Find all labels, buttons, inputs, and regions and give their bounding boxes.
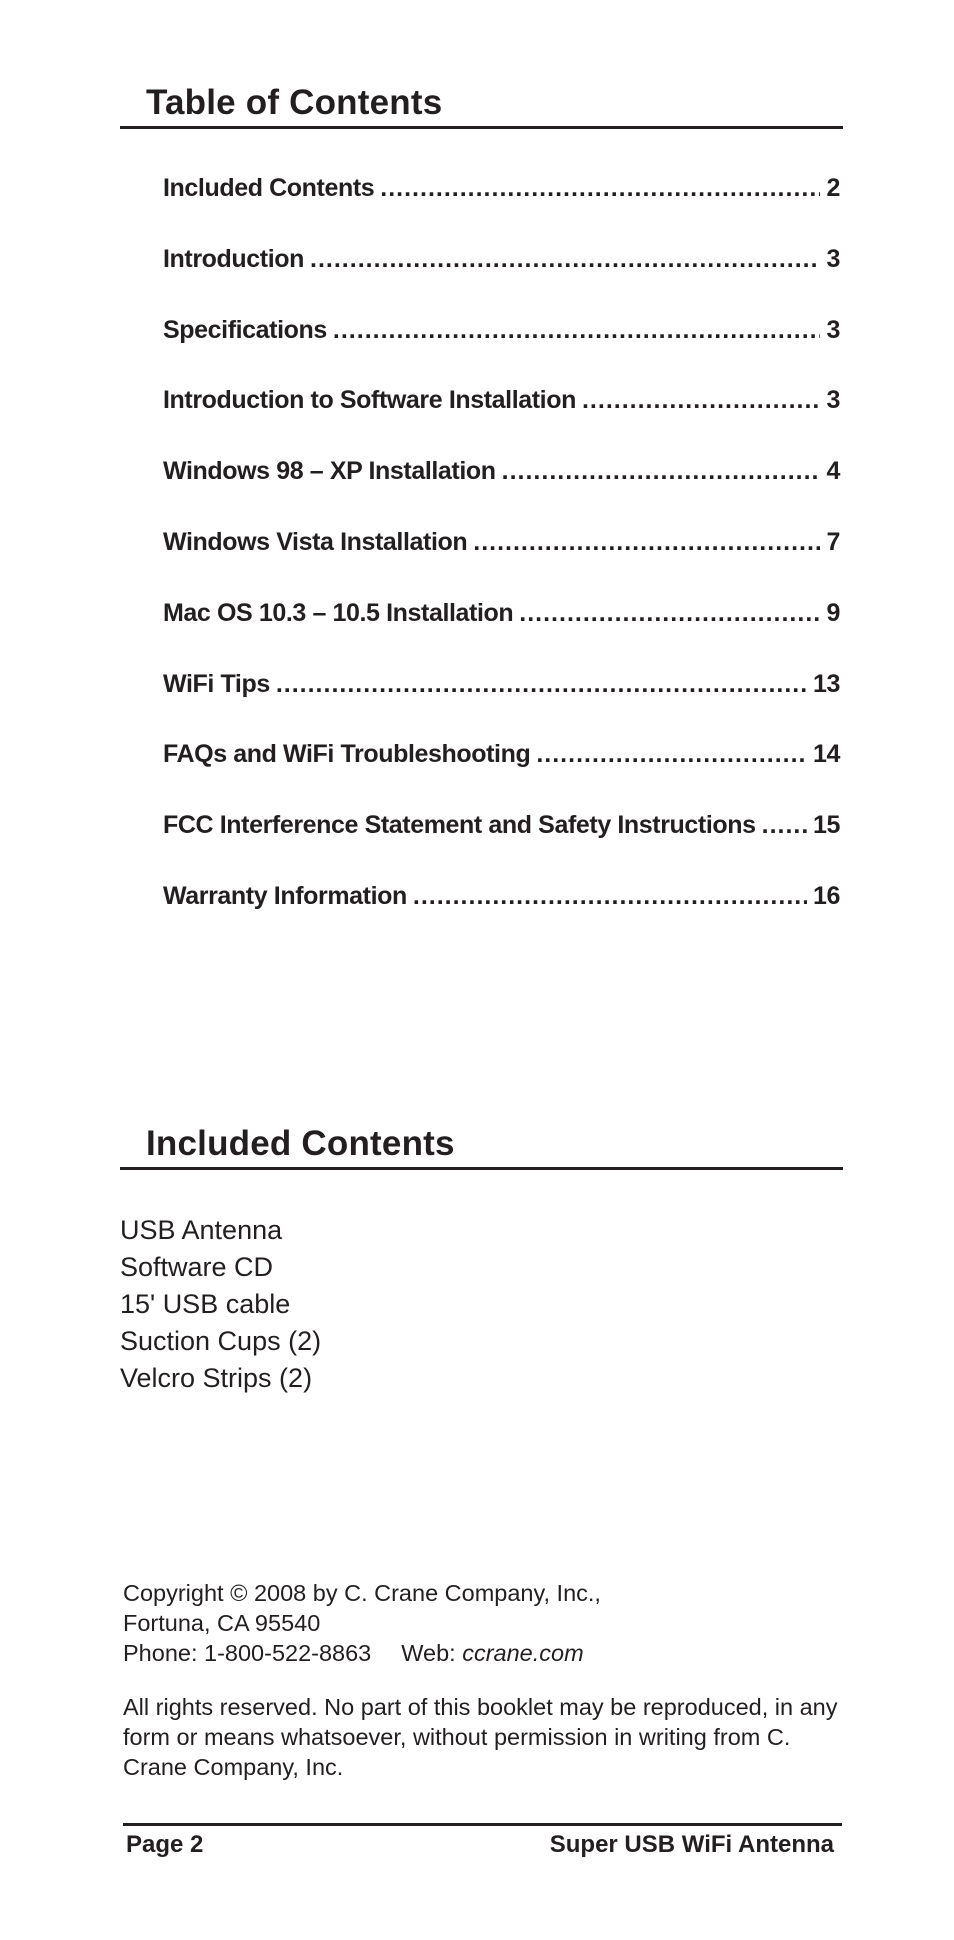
list-item: Velcro Strips (2) <box>120 1363 313 1393</box>
rights-statement: All rights reserved. No part of this booklet may be reproduced, in any form or means whatsoever, without permission in writing from C. Crane Company, Inc. <box>123 1694 838 1780</box>
web-link[interactable]: ccrane.com <box>462 1640 584 1666</box>
toc-entry-page: 2 <box>826 174 840 202</box>
toc-entry-fcc-safety[interactable] <box>163 811 840 882</box>
toc-entry-page: 13 <box>812 669 840 698</box>
toc-entry-page: 7 <box>826 527 840 556</box>
toc-dot-leader <box>413 882 807 911</box>
list-item: Software CD <box>120 1252 274 1282</box>
toc-entry-page: 9 <box>826 598 840 627</box>
toc-entry-title: Windows 98 – XP Installation <box>163 457 496 486</box>
toc-entry-title: Windows Vista Installation <box>163 527 468 556</box>
toc-entry-introduction[interactable] <box>163 245 840 316</box>
included-contents-list <box>120 1212 321 1397</box>
footer-rule <box>123 1823 842 1826</box>
toc-dot-leader <box>333 316 821 345</box>
copyright-block <box>123 1578 601 1668</box>
included-contents-rule <box>120 1167 843 1170</box>
toc-entry-software-installation[interactable] <box>163 386 840 457</box>
address-line: Fortuna, CA 95540 <box>123 1610 321 1636</box>
toc-entry-included-contents[interactable] <box>163 174 840 245</box>
copyright-line: Copyright © 2008 by C. Crane Company, Inc., <box>123 1580 601 1606</box>
toc-entry-page: 3 <box>826 315 840 344</box>
toc-entry-windows-vista-installation[interactable] <box>163 528 840 599</box>
toc-dot-leader <box>473 528 820 557</box>
phone-number: Phone: 1-800-522-8863 <box>123 1640 372 1666</box>
toc-list <box>163 174 840 953</box>
toc-entry-page: 3 <box>826 386 840 415</box>
list-item: 15' USB cable <box>120 1289 291 1319</box>
toc-entry-title: FCC Interference Statement and Safety Instructions <box>163 811 756 840</box>
toc-dot-leader <box>582 386 821 415</box>
toc-entry-title: Specifications <box>163 315 327 344</box>
toc-entry-title: Introduction <box>163 244 305 273</box>
toc-dot-leader <box>380 174 820 203</box>
toc-heading: Table of Contents <box>146 83 443 122</box>
toc-dot-leader <box>502 457 821 486</box>
toc-entry-title: Mac OS 10.3 – 10.5 Installation <box>163 598 514 627</box>
toc-entry-title: WiFi Tips <box>163 669 270 698</box>
toc-entry-page: 16 <box>812 881 840 910</box>
toc-entry-page: 14 <box>812 740 840 769</box>
toc-dot-leader <box>762 811 807 840</box>
toc-entry-title: Warranty Information <box>163 881 407 910</box>
toc-entry-title: FAQs and WiFi Troubleshooting <box>163 740 531 769</box>
toc-dot-leader <box>536 740 807 769</box>
web-label: Web: <box>401 1640 463 1666</box>
toc-entry-page: 15 <box>812 811 840 840</box>
toc-entry-warranty-information[interactable] <box>163 882 840 953</box>
toc-entry-specifications[interactable] <box>163 316 840 387</box>
toc-entry-faqs-troubleshooting[interactable] <box>163 740 840 811</box>
toc-dot-leader <box>310 245 820 274</box>
toc-entry-page: 4 <box>826 457 840 486</box>
list-item: Suction Cups (2) <box>120 1326 322 1356</box>
toc-entry-page: 3 <box>826 244 840 273</box>
included-contents-heading: Included Contents <box>146 1124 455 1163</box>
list-item: USB Antenna <box>120 1215 283 1245</box>
toc-entry-title: Introduction to Software Installation <box>163 386 576 415</box>
toc-dot-leader <box>276 670 807 699</box>
toc-entry-windows-xp-installation[interactable] <box>163 457 840 528</box>
toc-dot-leader <box>519 599 820 628</box>
toc-entry-mac-os-installation[interactable] <box>163 599 840 670</box>
product-name: Super USB WiFi Antenna <box>549 1831 834 1858</box>
page-number: Page 2 <box>126 1831 204 1858</box>
toc-entry-title: Included Contents <box>163 174 375 202</box>
toc-entry-wifi-tips[interactable] <box>163 670 840 741</box>
toc-heading-rule <box>120 126 843 129</box>
